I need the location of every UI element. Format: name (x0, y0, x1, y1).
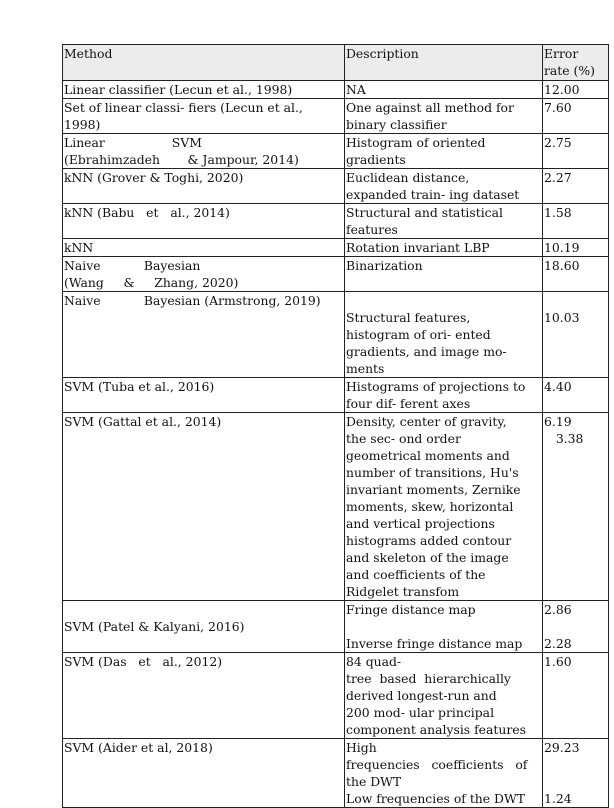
header-method: Method (63, 45, 345, 81)
error-rate-cell: 18.60 (543, 257, 609, 292)
table-row (63, 169, 609, 204)
table-row (63, 239, 609, 257)
method-cell: kNN (63, 239, 345, 257)
table-row (63, 134, 609, 169)
description-cell: Histograms of projections to four dif- ferent axes (345, 378, 543, 413)
table-row (63, 739, 609, 808)
description-cell: Histogram of oriented gradients (345, 134, 543, 169)
error-rate-cell: 12.00 (543, 81, 609, 99)
method-cell: Linear classifier (Lecun et al., 1998) (63, 81, 345, 99)
error-rate-cell: 10.03 (543, 292, 609, 378)
method-cell: kNN (Babu et al., 2014) (63, 204, 345, 239)
method-cell: SVM (Tuba et al., 2016) (63, 378, 345, 413)
table-row (63, 292, 609, 378)
table-row (63, 413, 609, 601)
description-cell: Fringe distance map Inverse fringe distance map (345, 601, 543, 653)
method-cell: SVM (Patel & Kalyani, 2016) (63, 601, 345, 653)
table-row (63, 81, 609, 99)
results-table (62, 44, 609, 808)
method-cell: Linear SVM (Ebrahimzadeh & Jampour, 2014) (63, 134, 345, 169)
error-rate-cell: 6.19 3.38 (543, 413, 609, 601)
error-rate-cell: 7.60 (543, 99, 609, 134)
error-rate-cell: 29.23 1.24 (543, 739, 609, 808)
table-row (63, 601, 609, 653)
table-row (63, 653, 609, 739)
header-error-rate: Error rate (%) (543, 45, 609, 81)
description-cell: 84 quad- tree based hierarchically derived longest-run and 200 mod- ular principal component analysis features (345, 653, 543, 739)
header-row (63, 45, 609, 81)
description-cell: Structural and statistical features (345, 204, 543, 239)
description-cell: NA (345, 81, 543, 99)
description-cell: Binarization (345, 257, 543, 292)
method-cell: SVM (Gattal et al., 2014) (63, 413, 345, 601)
method-cell: kNN (Grover & Toghi, 2020) (63, 169, 345, 204)
table-row (63, 378, 609, 413)
table-row (63, 99, 609, 134)
error-rate-cell: 10.19 (543, 239, 609, 257)
error-rate-cell: 2.86 2.28 (543, 601, 609, 653)
method-cell: Set of linear classi- fiers (Lecun et al., 1998) (63, 99, 345, 134)
header-description: Description (345, 45, 543, 81)
error-rate-cell: 2.75 (543, 134, 609, 169)
method-cell: Naive Bayesian (Wang & Zhang, 2020) (63, 257, 345, 292)
error-rate-cell: 1.60 (543, 653, 609, 739)
method-cell: Naive Bayesian (Armstrong, 2019) (63, 292, 345, 378)
description-cell: Rotation invariant LBP (345, 239, 543, 257)
method-cell: SVM (Aider et al, 2018) (63, 739, 345, 808)
description-cell: High frequencies coefficients of the DWT Low frequencies of the DWT (345, 739, 543, 808)
description-cell: Density, center of gravity, the sec- ond order geometrical moments and number of transitions, Hu's invariant moments, Zernike moments, skew, horizontal and vertical projections histograms added contour and skeleton of the image and coefficients of the Ridgelet transfom (345, 413, 543, 601)
error-rate-cell: 2.27 (543, 169, 609, 204)
table-row (63, 257, 609, 292)
error-rate-cell: 1.58 (543, 204, 609, 239)
error-rate-cell: 4.40 (543, 378, 609, 413)
description-cell: Structural features, histogram of ori- ented gradients, and image mo- ments (345, 292, 543, 378)
description-cell: One against all method for binary classifier (345, 99, 543, 134)
description-cell: Euclidean distance, expanded train- ing dataset (345, 169, 543, 204)
table-row (63, 204, 609, 239)
method-cell: SVM (Das et al., 2012) (63, 653, 345, 739)
